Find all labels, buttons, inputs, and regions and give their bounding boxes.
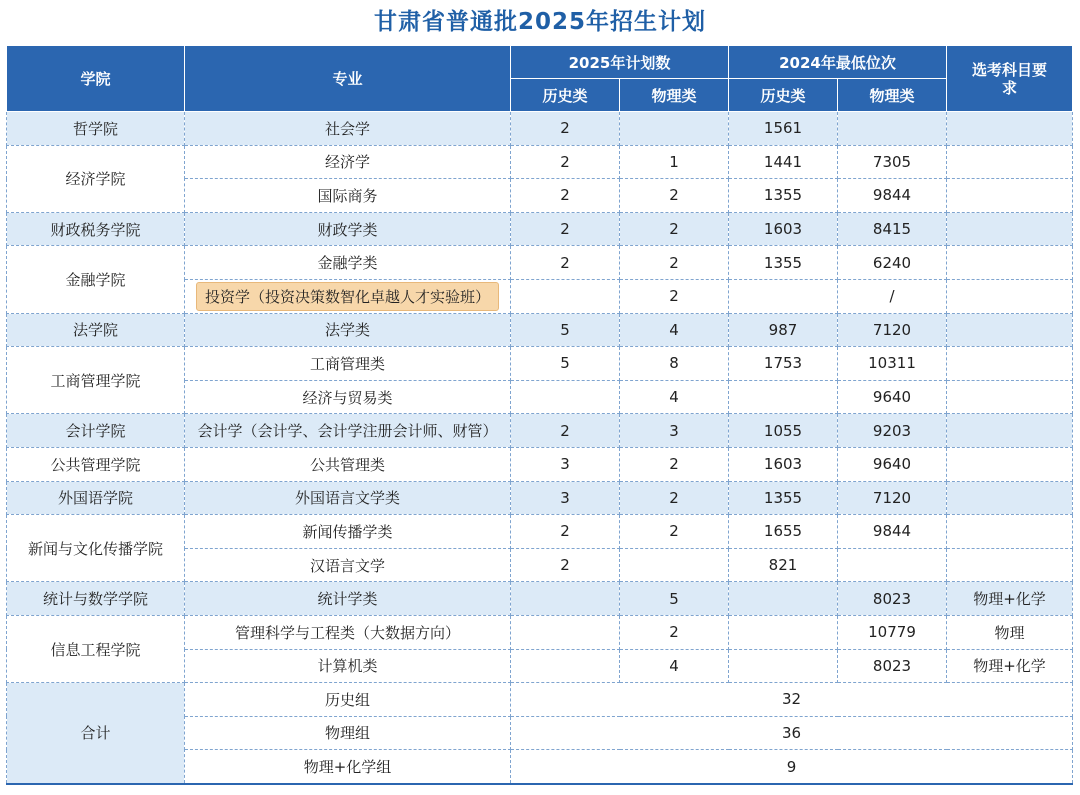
table-row — [7, 615, 1073, 649]
plan-history-cell: 5 — [511, 313, 620, 347]
rank-history-cell — [729, 279, 838, 313]
table-row — [7, 414, 1073, 448]
plan-history-cell: 2 — [511, 145, 620, 179]
table-row — [7, 112, 1073, 146]
rank-history-cell: 1603 — [729, 447, 838, 481]
rank-physics-cell: 9844 — [838, 515, 947, 549]
major-cell: 财政学类 — [185, 212, 511, 246]
college-cell: 财政税务学院 — [7, 212, 185, 246]
table-row — [7, 246, 1073, 280]
rank-history-cell: 1655 — [729, 515, 838, 549]
subject-req-cell: 物理 — [947, 615, 1073, 649]
college-cell: 哲学院 — [7, 112, 185, 146]
rank-physics-cell: 10311 — [838, 347, 947, 381]
plan-history-cell: 2 — [511, 548, 620, 582]
subject-req-cell — [947, 548, 1073, 582]
rank-history-cell — [729, 649, 838, 683]
header-major: 专业 — [185, 46, 511, 112]
plan-physics-cell: 4 — [620, 649, 729, 683]
table-row — [7, 447, 1073, 481]
totals-label: 合计 — [7, 683, 185, 784]
page-title: 甘肃省普通批2025年招生计划 — [373, 9, 706, 35]
subject-req-cell: 物理+化学 — [947, 649, 1073, 683]
plan-physics-cell: 5 — [620, 582, 729, 616]
highlighted-major-label: 投资学（投资决策数智化卓越人才实验班） — [196, 282, 499, 311]
plan-physics-cell: 8 — [620, 347, 729, 381]
plan-physics-cell: 3 — [620, 414, 729, 448]
plan-history-cell: 2 — [511, 179, 620, 213]
plan-history-cell — [511, 279, 620, 313]
plan-history-cell: 2 — [511, 246, 620, 280]
plan-history-cell: 3 — [511, 481, 620, 515]
college-cell: 会计学院 — [7, 414, 185, 448]
college-cell: 金融学院 — [7, 246, 185, 313]
major-cell: 管理科学与工程类（大数据方向） — [185, 615, 511, 649]
major-cell: 统计学类 — [185, 582, 511, 616]
plan-physics-cell: 4 — [620, 380, 729, 414]
rank-physics-cell: 9203 — [838, 414, 947, 448]
plan-physics-cell — [620, 548, 729, 582]
plan-history-cell: 5 — [511, 347, 620, 381]
plan-physics-cell: 2 — [620, 515, 729, 549]
table-row — [7, 347, 1073, 381]
major-cell: 金融学类 — [185, 246, 511, 280]
rank-history-cell — [729, 615, 838, 649]
subject-req-cell: 物理+化学 — [947, 582, 1073, 616]
major-cell: 经济与贸易类 — [185, 380, 511, 414]
college-cell: 法学院 — [7, 313, 185, 347]
header-min-rank-2024: 2024年最低位次 — [729, 46, 947, 79]
table-row — [7, 313, 1073, 347]
major-cell: 公共管理类 — [185, 447, 511, 481]
table-row — [7, 212, 1073, 246]
totals-group-value: 36 — [511, 716, 1073, 750]
rank-physics-cell: 6240 — [838, 246, 947, 280]
plan-physics-cell: 2 — [620, 481, 729, 515]
plan-history-cell — [511, 649, 620, 683]
subject-req-cell — [947, 279, 1073, 313]
major-cell: 社会学 — [185, 112, 511, 146]
subject-req-cell — [947, 481, 1073, 515]
plan-physics-cell: 1 — [620, 145, 729, 179]
subject-req-cell — [947, 246, 1073, 280]
header-rank-physics: 物理类 — [838, 79, 947, 112]
plan-history-cell: 2 — [511, 414, 620, 448]
rank-physics-cell — [838, 548, 947, 582]
header-plan-physics: 物理类 — [620, 79, 729, 112]
header-subject-requirement — [947, 46, 1073, 112]
college-cell: 经济学院 — [7, 145, 185, 212]
rank-history-cell: 1355 — [729, 179, 838, 213]
plan-history-cell: 2 — [511, 515, 620, 549]
rank-physics-cell: 10779 — [838, 615, 947, 649]
major-cell: 法学类 — [185, 313, 511, 347]
plan-history-cell: 3 — [511, 447, 620, 481]
subject-req-cell — [947, 179, 1073, 213]
plan-physics-cell: 2 — [620, 212, 729, 246]
subject-req-cell — [947, 447, 1073, 481]
rank-physics-cell — [838, 112, 947, 146]
rank-physics-cell: 9844 — [838, 179, 947, 213]
subject-req-cell — [947, 313, 1073, 347]
major-cell: 会计学（会计学、会计学注册会计师、财管） — [185, 414, 511, 448]
major-cell: 外国语言文学类 — [185, 481, 511, 515]
major-cell: 经济学 — [185, 145, 511, 179]
totals-group-name: 物理+化学组 — [185, 750, 511, 784]
rank-history-cell — [729, 380, 838, 414]
totals-group-value: 9 — [511, 750, 1073, 784]
plan-physics-cell: 4 — [620, 313, 729, 347]
college-cell: 统计与数学学院 — [7, 582, 185, 616]
totals-group-name: 历史组 — [185, 683, 511, 717]
major-cell: 工商管理类 — [185, 347, 511, 381]
header-rank-history: 历史类 — [729, 79, 838, 112]
rank-history-cell: 1355 — [729, 246, 838, 280]
totals-row — [7, 683, 1073, 717]
rank-physics-cell: 8023 — [838, 582, 947, 616]
major-cell: 国际商务 — [185, 179, 511, 213]
rank-physics-cell: 9640 — [838, 447, 947, 481]
rank-physics-cell: 7120 — [838, 313, 947, 347]
rank-physics-cell: / — [838, 279, 947, 313]
rank-physics-cell: 8415 — [838, 212, 947, 246]
rank-history-cell: 1561 — [729, 112, 838, 146]
college-cell: 外国语学院 — [7, 481, 185, 515]
rank-history-cell — [729, 582, 838, 616]
subject-req-cell — [947, 414, 1073, 448]
header-plan-2025: 2025年计划数 — [511, 46, 729, 79]
rank-physics-cell: 7120 — [838, 481, 947, 515]
plan-physics-cell: 2 — [620, 615, 729, 649]
totals-group-name: 物理组 — [185, 716, 511, 750]
major-cell-highlighted — [185, 279, 511, 313]
subject-req-cell — [947, 515, 1073, 549]
major-cell: 新闻传播学类 — [185, 515, 511, 549]
table-row — [7, 515, 1073, 549]
table-row — [7, 145, 1073, 179]
subject-req-cell — [947, 380, 1073, 414]
college-cell: 公共管理学院 — [7, 447, 185, 481]
subject-req-cell — [947, 347, 1073, 381]
header-plan-history: 历史类 — [511, 79, 620, 112]
college-cell: 信息工程学院 — [7, 615, 185, 682]
rank-physics-cell: 8023 — [838, 649, 947, 683]
plan-history-cell — [511, 582, 620, 616]
rank-physics-cell: 9640 — [838, 380, 947, 414]
header-college: 学院 — [7, 46, 185, 112]
rank-history-cell: 1753 — [729, 347, 838, 381]
rank-history-cell: 1603 — [729, 212, 838, 246]
plan-history-cell: 2 — [511, 212, 620, 246]
rank-history-cell: 1441 — [729, 145, 838, 179]
rank-physics-cell: 7305 — [838, 145, 947, 179]
subject-req-cell — [947, 212, 1073, 246]
college-cell: 新闻与文化传播学院 — [7, 515, 185, 582]
plan-physics-cell: 2 — [620, 179, 729, 213]
plan-history-cell: 2 — [511, 112, 620, 146]
plan-physics-cell: 2 — [620, 246, 729, 280]
plan-history-cell — [511, 380, 620, 414]
table-row — [7, 582, 1073, 616]
subject-req-cell — [947, 145, 1073, 179]
table-row — [7, 481, 1073, 515]
college-cell: 工商管理学院 — [7, 347, 185, 414]
plan-physics-cell — [620, 112, 729, 146]
totals-group-value: 32 — [511, 683, 1073, 717]
plan-physics-cell: 2 — [620, 447, 729, 481]
rank-history-cell: 987 — [729, 313, 838, 347]
rank-history-cell: 1055 — [729, 414, 838, 448]
header-subject-requirement-text: 选考科目要求 — [971, 60, 1047, 97]
admission-plan-table — [6, 45, 1073, 785]
plan-physics-cell: 2 — [620, 279, 729, 313]
major-cell: 汉语言文学 — [185, 548, 511, 582]
rank-history-cell: 821 — [729, 548, 838, 582]
major-cell: 计算机类 — [185, 649, 511, 683]
subject-req-cell — [947, 112, 1073, 146]
plan-history-cell — [511, 615, 620, 649]
rank-history-cell: 1355 — [729, 481, 838, 515]
